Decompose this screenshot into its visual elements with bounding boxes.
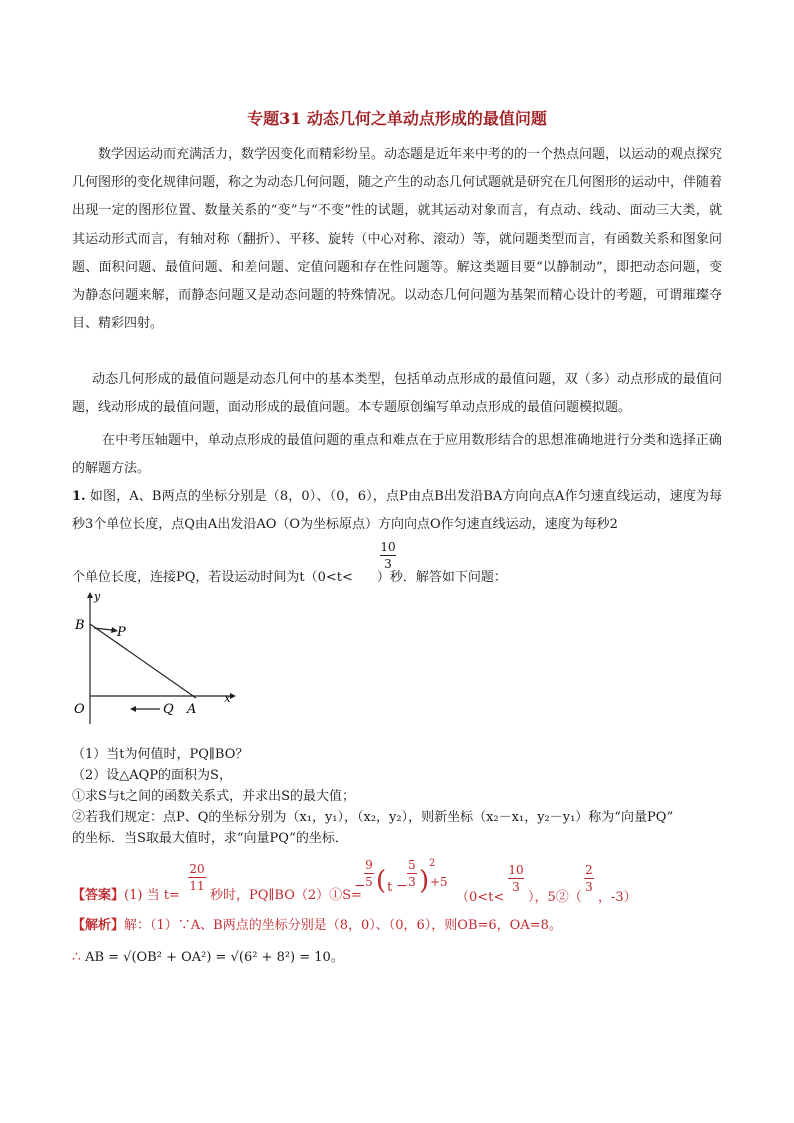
solution-formula-line (72, 946, 344, 965)
point-label-b: B (75, 618, 85, 633)
coordinate-figure (66, 588, 246, 728)
solution-text: 解：（1）∵A、B两点的坐标分别是（8，0）、（0，6），则OB=6，OA=8。 (124, 918, 562, 933)
answer-t-var: t (387, 880, 393, 895)
answer-part-1b: 秒时，PQ∥BO（2）①S= (210, 888, 362, 903)
question-1: （1）当t为何值时，PQ∥BO？ (72, 747, 249, 762)
answer-range-b: ），5②（ (528, 890, 582, 905)
answer-part-1a: (1) 当 t= (124, 888, 180, 903)
problem-line-3a: 个单位长度，连接PQ，若设运动时间为t（0<t< (72, 570, 353, 585)
solution-line (72, 914, 562, 933)
question-2-part-1: ①求S与t之间的函数关系式，并求出S的最大值； (72, 789, 356, 804)
answer-paren-left: ( (376, 866, 387, 896)
answer-vector-tail: ，-3） (598, 890, 637, 905)
problem-line-3b: ）秒．解答如下问题： (376, 570, 507, 585)
therefore-symbol: ∴ (72, 949, 81, 965)
answer-tag: 【答案】 (72, 888, 125, 903)
problem-text: 如图，A、B两点的坐标分别是（8，0）、（0，6），点P由点B出发沿BA方向向点A作匀速直线运动，速度为每秒3个单位长度，点Q由A出发沿AO（O为坐标原点）方向向点O作匀速直线运动，速度为每秒2 (72, 489, 723, 533)
answer-paren-right: ) (419, 866, 430, 896)
axis-label-x: x (224, 691, 231, 705)
ab-formula: AB = √(OB² + OA²) = √(6² + 8²) = 10 (85, 950, 331, 965)
answer-h-fraction: 5 3 (408, 858, 416, 889)
point-label-o: O (74, 702, 85, 717)
question-2-part-2b: 的坐标．当S取最大值时，求“向量PQ”的坐标． (72, 831, 348, 846)
problem-statement (72, 483, 722, 539)
answer-range-a: （0<t< (456, 890, 505, 905)
problem-number: 1. (72, 489, 86, 504)
question-2: （2）设△AQP的面积为S， (72, 768, 232, 783)
intro-paragraph-2: 动态几何形成的最值问题是动态几何中的基本类型，包括单动点形成的最值问题，双（多）动点形成的最值问题，线动形成的最值问题，面动形成的最值问题。本专题原创编写单动点形成的最值问题模拟题。 (72, 372, 722, 416)
answer-line (72, 884, 180, 903)
answer-t-fraction: 20 11 (189, 862, 205, 893)
problem-line-3 (72, 566, 507, 585)
formula-end: 。 (330, 950, 344, 965)
answer-plus-five: +5 (430, 875, 448, 889)
question-2-part-2a: ②若我们规定：点P、Q的坐标分别为（x₁，y₁），（x₂，y₂），则新坐标（x₂－x₁，y₂－y₁）称为“向量PQ” (72, 810, 674, 825)
point-label-a: A (187, 702, 197, 717)
answer-minus: − (354, 878, 366, 894)
solution-tag: 【解析】 (72, 918, 125, 933)
axis-label-y: y (94, 590, 101, 603)
time-range-fraction: 10 3 (380, 540, 396, 571)
answer-minus-2: − (396, 878, 408, 894)
point-label-q: Q (163, 702, 174, 717)
answer-range-fraction: 10 3 (508, 863, 524, 894)
intro-paragraph-1: 数学因运动而充满活力，数学因变化而精彩纷呈。动态题是近年来中考的的一个热点问题，以运动的观点探究几何图形的变化规律问题，称之为动态几何问题，随之产生的动态几何试题就是研究在几何图形的运动中，伴随着出现一定的图形位置、数量关系的“变”与“不变”性的试题，就其运动对象而言，有点动、线动、面动三大类，就其运动形式而言，有轴对称（翻折）、平移、旋转（中心对称、滚动）等，就问题类型而言，有函数关系和图象问题、面积问题、最值问题、和差问题、定值问题和存在性问题等。解这类题目要“以静制动”，即把动态问题，变为静态问题来解，而静态问题又是动态问题的特殊情况。以动态几何问题为基架而精心设计的考题，可谓璀璨夺目、精彩四射。 (72, 147, 723, 332)
intro-paragraph-3: 在中考压轴题中，单动点形成的最值问题的重点和难点在于应用数形结合的思想准确地进行分类和选择正确的解题方法。 (72, 433, 722, 477)
answer-vector-fraction: 2 3 (585, 863, 593, 894)
point-label-p: P (117, 625, 126, 640)
answer-square: 2 (429, 858, 436, 869)
answer-coef-fraction: 9 5 (365, 858, 373, 889)
page-title: 专题31 动态几何之单动点形成的最值问题 (247, 109, 547, 128)
